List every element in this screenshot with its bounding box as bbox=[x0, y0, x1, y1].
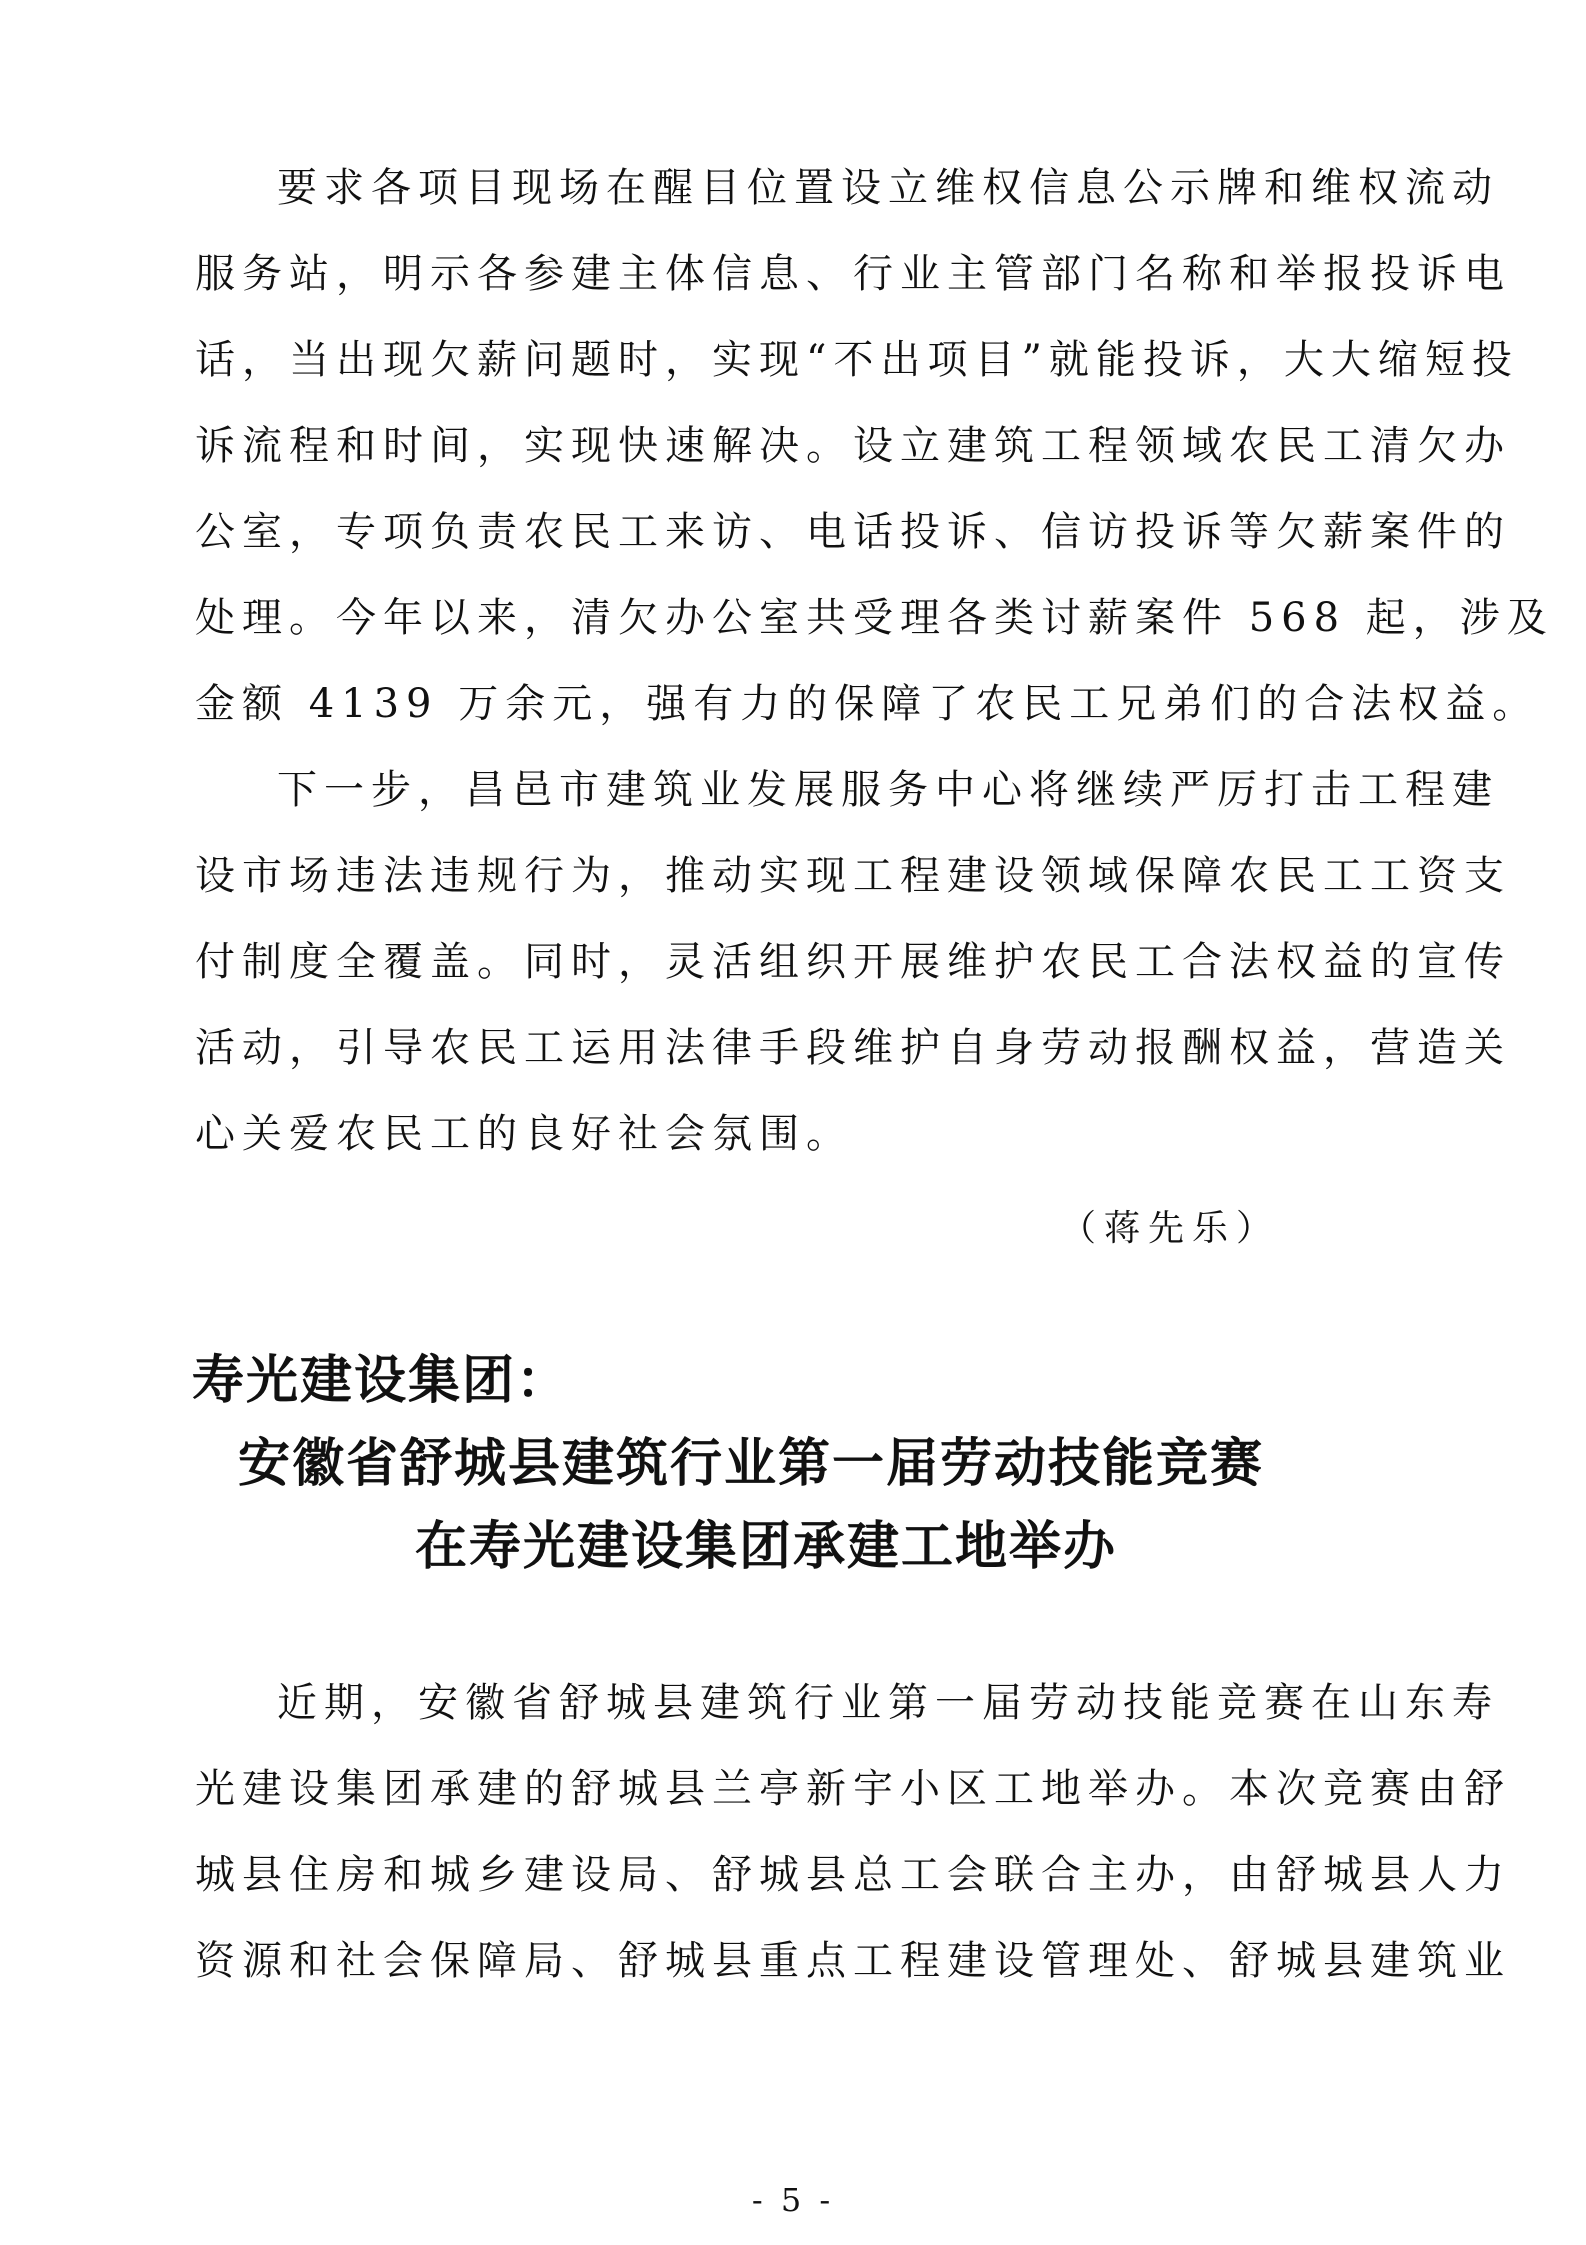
body-text-line: 处理。今年以来，清欠办公室共受理各类讨薪案件 568 起，涉及 bbox=[195, 595, 1554, 641]
author-signature: （蒋先乐） bbox=[1060, 1208, 1281, 1249]
body-text-line: 服务站，明示各参建主体信息、行业主管部门名称和举报投诉电 bbox=[195, 251, 1511, 297]
body-text-line: 诉流程和时间，实现快速解决。设立建筑工程领域农民工清欠办 bbox=[195, 423, 1511, 469]
body-text-line: 公室，专项负责农民工来访、电话投诉、信访投诉等欠薪案件的 bbox=[195, 509, 1511, 555]
body-text-line: 活动，引导农民工运用法律手段维护自身劳动报酬权益，营造关 bbox=[195, 1025, 1511, 1071]
page-number: - 5 - bbox=[751, 2181, 835, 2219]
body-text-line: 城县住房和城乡建设局、舒城县总工会联合主办，由舒城县人力 bbox=[195, 1852, 1511, 1898]
body-text-line: 付制度全覆盖。同时，灵活组织开展维护农民工合法权益的宣传 bbox=[195, 939, 1511, 985]
body-text-line: 心关爱农民工的良好社会氛围。 bbox=[195, 1111, 853, 1157]
body-text-line: 金额 4139 万余元，强有力的保障了农民工兄弟们的合法权益。 bbox=[195, 681, 1540, 727]
body-text-line: 话，当出现欠薪问题时，实现“不出项目”就能投诉，大大缩短投 bbox=[195, 337, 1519, 383]
body-text-line: 资源和社会保障局、舒城县重点工程建设管理处、舒城县建筑业 bbox=[195, 1938, 1511, 1984]
body-text-line: 要求各项目现场在醒目位置设立维权信息公示牌和维权流动 bbox=[277, 165, 1499, 211]
body-text-line: 光建设集团承建的舒城县兰亭新宇小区工地举办。本次竞赛由舒 bbox=[195, 1766, 1511, 1812]
article-title-line-3: 在寿光建设集团承建工地举办 bbox=[415, 1516, 1118, 1577]
article-title-line-2: 安徽省舒城县建筑行业第一届劳动技能竞赛 bbox=[238, 1433, 1265, 1494]
body-text-line: 下一步，昌邑市建筑业发展服务中心将继续严厉打击工程建 bbox=[277, 767, 1499, 813]
body-text-line: 近期，安徽省舒城县建筑行业第一届劳动技能竞赛在山东寿 bbox=[277, 1680, 1499, 1726]
article-title-line-1: 寿光建设集团： bbox=[192, 1350, 571, 1411]
body-text-line: 设市场违法违规行为，推动实现工程建设领域保障农民工工资支 bbox=[195, 853, 1511, 899]
